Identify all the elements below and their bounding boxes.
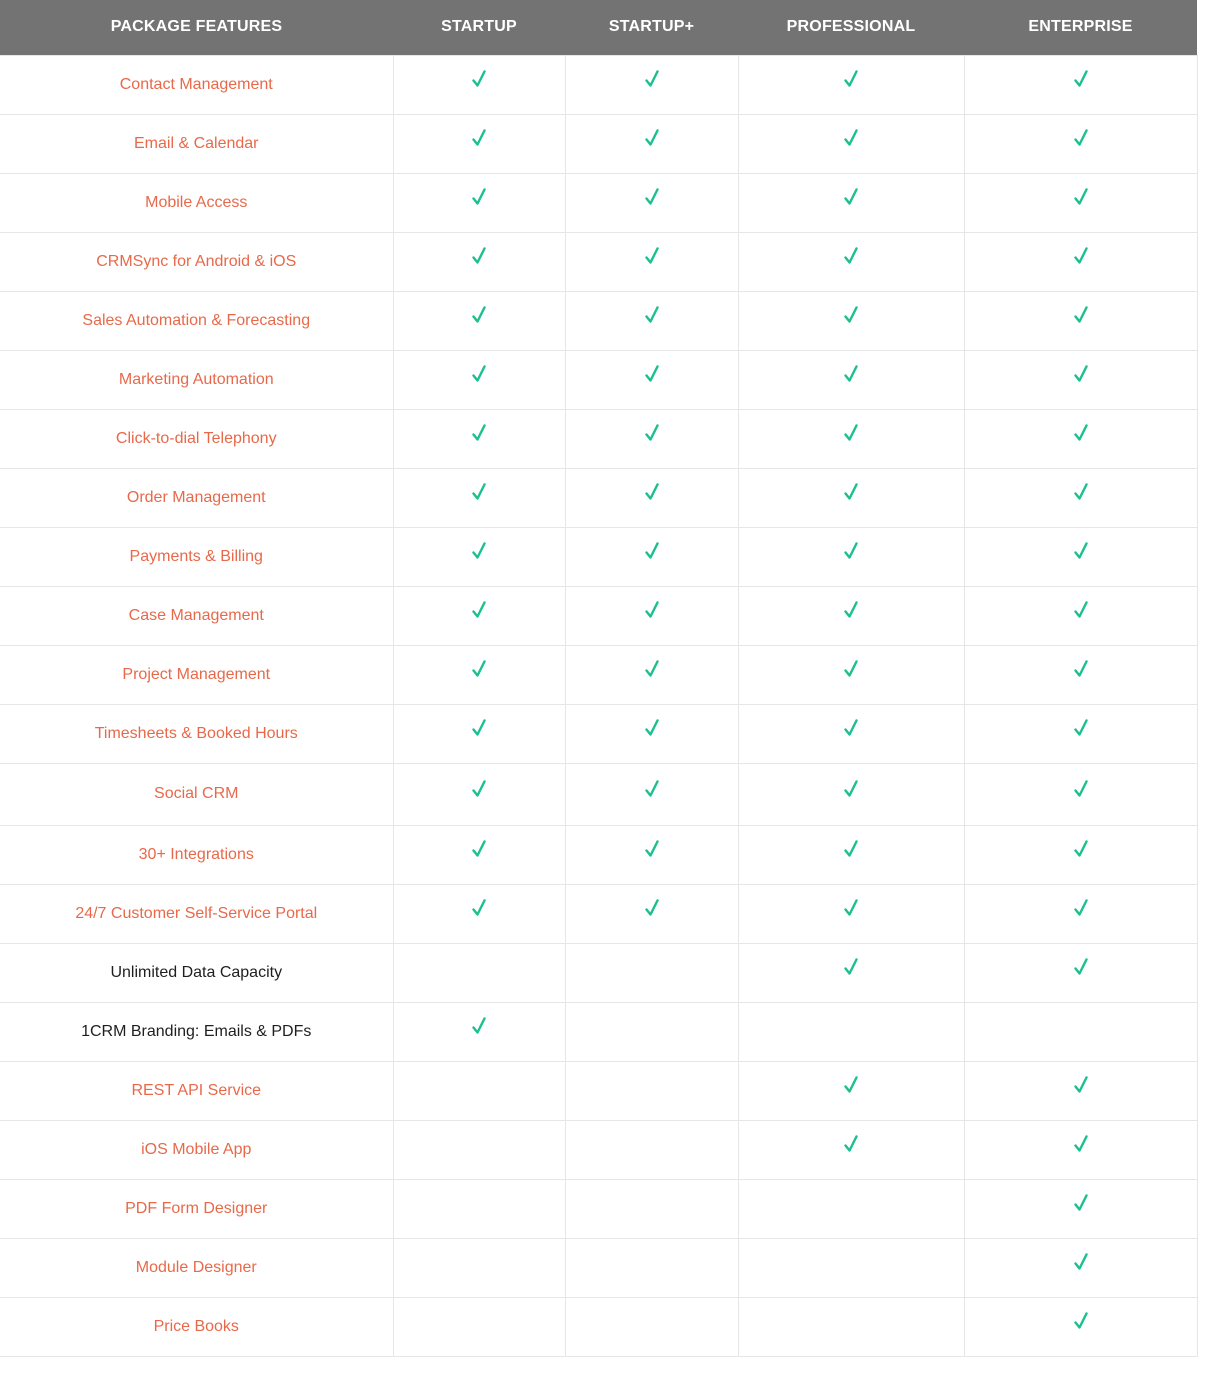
plan-cell-startup-plus [565, 763, 738, 825]
checkmark-icon [844, 365, 858, 383]
table-row [0, 350, 1197, 409]
checkmark-icon [1074, 1076, 1088, 1094]
plan-cell-enterprise [964, 943, 1197, 1002]
feature-cell [0, 1002, 393, 1061]
plan-cell-professional [738, 409, 964, 468]
header-plan-startup: STARTUP [441, 18, 517, 36]
plan-cell-startup [393, 763, 565, 825]
plan-cell-enterprise [964, 1002, 1197, 1061]
plan-cell-professional [738, 1238, 964, 1297]
plan-cell-enterprise [964, 409, 1197, 468]
checkmark-icon [844, 1135, 858, 1153]
plan-cell-startup [393, 1179, 565, 1238]
feature-link[interactable]: Timesheets & Booked Hours [94, 724, 298, 742]
checkmark-icon [645, 899, 659, 917]
plan-cell-startup-plus [565, 232, 738, 291]
plan-cell-startup-plus [565, 1002, 738, 1061]
table-row [0, 943, 1197, 1002]
feature-cell [0, 1297, 393, 1356]
checkmark-icon [472, 188, 486, 206]
plan-cell-enterprise [964, 1061, 1197, 1120]
plan-cell-startup-plus [565, 1297, 738, 1356]
table-row [0, 1061, 1197, 1120]
plan-cell-professional [738, 1179, 964, 1238]
checkmark-icon [1074, 958, 1088, 976]
checkmark-icon [1074, 306, 1088, 324]
feature-cell [0, 527, 393, 586]
checkmark-icon [844, 719, 858, 737]
table-row [0, 1179, 1197, 1238]
checkmark-icon [645, 365, 659, 383]
checkmark-icon [472, 660, 486, 678]
checkmark-icon [472, 899, 486, 917]
checkmark-icon [472, 129, 486, 147]
plan-cell-professional [738, 586, 964, 645]
plan-cell-enterprise [964, 884, 1197, 943]
plan-cell-startup-plus [565, 825, 738, 884]
plan-cell-professional [738, 1120, 964, 1179]
table-row [0, 409, 1197, 468]
plan-cell-startup [393, 825, 565, 884]
plan-cell-professional [738, 232, 964, 291]
feature-link[interactable]: Marketing Automation [118, 370, 274, 388]
plan-cell-enterprise [964, 586, 1197, 645]
table-row [0, 645, 1197, 704]
checkmark-icon [1074, 424, 1088, 442]
feature-cell [0, 1061, 393, 1120]
plan-cell-startup [393, 1238, 565, 1297]
checkmark-icon [472, 601, 486, 619]
checkmark-icon [472, 70, 486, 88]
feature-cell [0, 586, 393, 645]
checkmark-icon [1074, 247, 1088, 265]
feature-label: Unlimited Data Capacity [110, 963, 283, 981]
feature-cell [0, 645, 393, 704]
plan-cell-startup-plus [565, 645, 738, 704]
checkmark-icon [472, 424, 486, 442]
plan-cell-professional [738, 114, 964, 173]
plan-cell-enterprise [964, 763, 1197, 825]
checkmark-icon [844, 840, 858, 858]
checkmark-icon [1074, 70, 1088, 88]
feature-cell [0, 291, 393, 350]
table-row [0, 1002, 1197, 1061]
plan-cell-professional [738, 468, 964, 527]
feature-link[interactable]: Sales Automation & Forecasting [82, 311, 311, 329]
checkmark-icon [1074, 1312, 1088, 1330]
plan-cell-startup-plus [565, 1179, 738, 1238]
checkmark-icon [472, 483, 486, 501]
plan-cell-professional [738, 704, 964, 763]
feature-cell [0, 825, 393, 884]
checkmark-icon [645, 780, 659, 798]
feature-link[interactable]: Module Designer [135, 1258, 257, 1276]
table-row [0, 55, 1197, 114]
plan-cell-professional [738, 527, 964, 586]
plan-cell-enterprise [964, 114, 1197, 173]
checkmark-icon [645, 188, 659, 206]
plan-cell-startup [393, 1061, 565, 1120]
checkmark-icon [1074, 483, 1088, 501]
checkmark-icon [645, 719, 659, 737]
feature-cell [0, 55, 393, 114]
plan-cell-startup [393, 409, 565, 468]
feature-link[interactable]: Mobile Access [145, 193, 248, 211]
table-body [0, 55, 1197, 1356]
plan-cell-startup [393, 645, 565, 704]
table-row [0, 763, 1197, 825]
plan-cell-startup-plus [565, 173, 738, 232]
header-plan-enterprise: ENTERPRISE [1028, 18, 1133, 36]
table-row [0, 704, 1197, 763]
checkmark-icon [1074, 1135, 1088, 1153]
table-row [0, 527, 1197, 586]
plan-cell-startup [393, 291, 565, 350]
feature-cell [0, 350, 393, 409]
checkmark-icon [1074, 188, 1088, 206]
checkmark-icon [844, 424, 858, 442]
plan-cell-startup [393, 704, 565, 763]
checkmark-icon [1074, 840, 1088, 858]
table-row [0, 468, 1197, 527]
plan-cell-startup [393, 1297, 565, 1356]
plan-cell-enterprise [964, 645, 1197, 704]
plan-cell-startup-plus [565, 291, 738, 350]
plan-cell-startup [393, 468, 565, 527]
checkmark-icon [1074, 719, 1088, 737]
plan-cell-startup [393, 1002, 565, 1061]
plan-cell-enterprise [964, 1297, 1197, 1356]
feature-cell [0, 704, 393, 763]
checkmark-icon [844, 1076, 858, 1094]
checkmark-icon [844, 780, 858, 798]
checkmark-icon [472, 365, 486, 383]
feature-link[interactable]: CRMSync for Android & iOS [96, 252, 297, 270]
checkmark-icon [1074, 660, 1088, 678]
plan-cell-professional [738, 943, 964, 1002]
table-row [0, 825, 1197, 884]
plan-cell-enterprise [964, 1179, 1197, 1238]
checkmark-icon [645, 424, 659, 442]
feature-cell [0, 114, 393, 173]
plan-cell-professional [738, 825, 964, 884]
checkmark-icon [1074, 1253, 1088, 1271]
plan-cell-startup [393, 232, 565, 291]
plan-cell-startup-plus [565, 1061, 738, 1120]
table-row [0, 1297, 1197, 1356]
feature-link[interactable]: Social CRM [154, 785, 239, 802]
checkmark-icon [645, 306, 659, 324]
table-row [0, 884, 1197, 943]
plan-cell-enterprise [964, 704, 1197, 763]
checkmark-icon [645, 247, 659, 265]
feature-link[interactable]: Case Management [128, 606, 264, 624]
feature-cell [0, 232, 393, 291]
feature-link[interactable]: iOS Mobile App [141, 1140, 252, 1158]
plan-cell-startup-plus [565, 586, 738, 645]
checkmark-icon [472, 247, 486, 265]
checkmark-icon [645, 542, 659, 560]
header-plan-startup-plus: STARTUP+ [608, 18, 695, 36]
checkmark-icon [1074, 601, 1088, 619]
checkmark-icon [472, 306, 486, 324]
feature-link[interactable]: Email & Calendar [134, 134, 259, 152]
checkmark-icon [645, 601, 659, 619]
checkmark-icon [844, 247, 858, 265]
plan-cell-enterprise [964, 173, 1197, 232]
checkmark-icon [844, 542, 858, 560]
feature-cell [0, 468, 393, 527]
checkmark-icon [844, 601, 858, 619]
checkmark-icon [472, 1017, 486, 1035]
feature-link[interactable]: Price Books [153, 1317, 239, 1335]
plan-cell-startup-plus [565, 943, 738, 1002]
plan-cell-professional [738, 884, 964, 943]
checkmark-icon [645, 483, 659, 501]
plan-cell-startup-plus [565, 1120, 738, 1179]
table-row [0, 1238, 1197, 1297]
plan-cell-startup-plus [565, 704, 738, 763]
header-row [0, 0, 1197, 55]
feature-label: 1CRM Branding: Emails & PDFs [81, 1022, 312, 1040]
plan-cell-professional [738, 350, 964, 409]
feature-link[interactable]: 24/7 Customer Self-Service Portal [75, 904, 318, 922]
checkmark-icon [645, 660, 659, 678]
plan-cell-startup [393, 55, 565, 114]
plan-cell-professional [738, 55, 964, 114]
plan-cell-startup [393, 350, 565, 409]
checkmark-icon [645, 70, 659, 88]
table-row [0, 114, 1197, 173]
plan-cell-professional [738, 1061, 964, 1120]
table-row [0, 232, 1197, 291]
plan-cell-enterprise [964, 232, 1197, 291]
checkmark-icon [472, 719, 486, 737]
checkmark-icon [844, 70, 858, 88]
checkmark-icon [844, 483, 858, 501]
feature-cell [0, 409, 393, 468]
checkmark-icon [844, 306, 858, 324]
plan-cell-startup-plus [565, 55, 738, 114]
feature-cell [0, 943, 393, 1002]
checkmark-icon [472, 780, 486, 798]
plan-cell-startup [393, 1120, 565, 1179]
plan-cell-startup [393, 586, 565, 645]
plan-cell-enterprise [964, 291, 1197, 350]
feature-cell [0, 884, 393, 943]
plan-cell-enterprise [964, 1238, 1197, 1297]
plan-cell-professional [738, 291, 964, 350]
table-header [0, 0, 1197, 55]
plan-cell-enterprise [964, 55, 1197, 114]
table-row [0, 1120, 1197, 1179]
checkmark-icon [472, 542, 486, 560]
feature-cell [0, 1238, 393, 1297]
checkmark-icon [1074, 899, 1088, 917]
plan-cell-professional [738, 1297, 964, 1356]
feature-cell [0, 173, 393, 232]
plan-cell-professional [738, 173, 964, 232]
plan-cell-startup [393, 527, 565, 586]
plan-cell-startup-plus [565, 1238, 738, 1297]
plan-cell-enterprise [964, 825, 1197, 884]
plan-cell-professional [738, 763, 964, 825]
plan-cell-startup-plus [565, 884, 738, 943]
plan-cell-professional [738, 1002, 964, 1061]
plan-cell-professional [738, 645, 964, 704]
plan-cell-startup-plus [565, 468, 738, 527]
checkmark-icon [645, 129, 659, 147]
header-plan-professional: PROFESSIONAL [786, 18, 916, 36]
checkmark-icon [1074, 780, 1088, 798]
feature-cell [0, 763, 393, 825]
checkmark-icon [844, 129, 858, 147]
plan-cell-startup [393, 173, 565, 232]
checkmark-icon [844, 660, 858, 678]
plan-cell-enterprise [964, 350, 1197, 409]
checkmark-icon [844, 899, 858, 917]
checkmark-icon [472, 840, 486, 858]
feature-link[interactable]: REST API Service [131, 1081, 262, 1099]
table-row [0, 173, 1197, 232]
plan-cell-enterprise [964, 527, 1197, 586]
feature-link[interactable]: Contact Management [119, 75, 273, 93]
feature-link[interactable]: PDF Form Designer [125, 1199, 268, 1217]
checkmark-icon [844, 958, 858, 976]
plan-cell-startup-plus [565, 114, 738, 173]
plan-cell-enterprise [964, 1120, 1197, 1179]
plan-cell-enterprise [964, 468, 1197, 527]
feature-link[interactable]: Click-to-dial Telephony [115, 429, 277, 447]
feature-link[interactable]: Project Management [122, 665, 271, 683]
checkmark-icon [1074, 542, 1088, 560]
table-row [0, 291, 1197, 350]
plan-cell-startup [393, 114, 565, 173]
feature-cell [0, 1179, 393, 1238]
plan-cell-startup [393, 943, 565, 1002]
table-row [0, 586, 1197, 645]
checkmark-icon [1074, 129, 1088, 147]
plan-cell-startup [393, 884, 565, 943]
checkmark-icon [844, 188, 858, 206]
checkmark-icon [645, 840, 659, 858]
plan-cell-startup-plus [565, 350, 738, 409]
header-package-features: PACKAGE FEATURES [110, 18, 283, 36]
checkmark-icon [1074, 1194, 1088, 1212]
feature-cell [0, 1120, 393, 1179]
plan-cell-startup-plus [565, 409, 738, 468]
checkmark-icon [1074, 365, 1088, 383]
feature-link[interactable]: Payments & Billing [129, 547, 263, 565]
feature-link[interactable]: 30+ Integrations [138, 845, 254, 863]
plan-cell-startup-plus [565, 527, 738, 586]
feature-link[interactable]: Order Management [126, 488, 266, 506]
